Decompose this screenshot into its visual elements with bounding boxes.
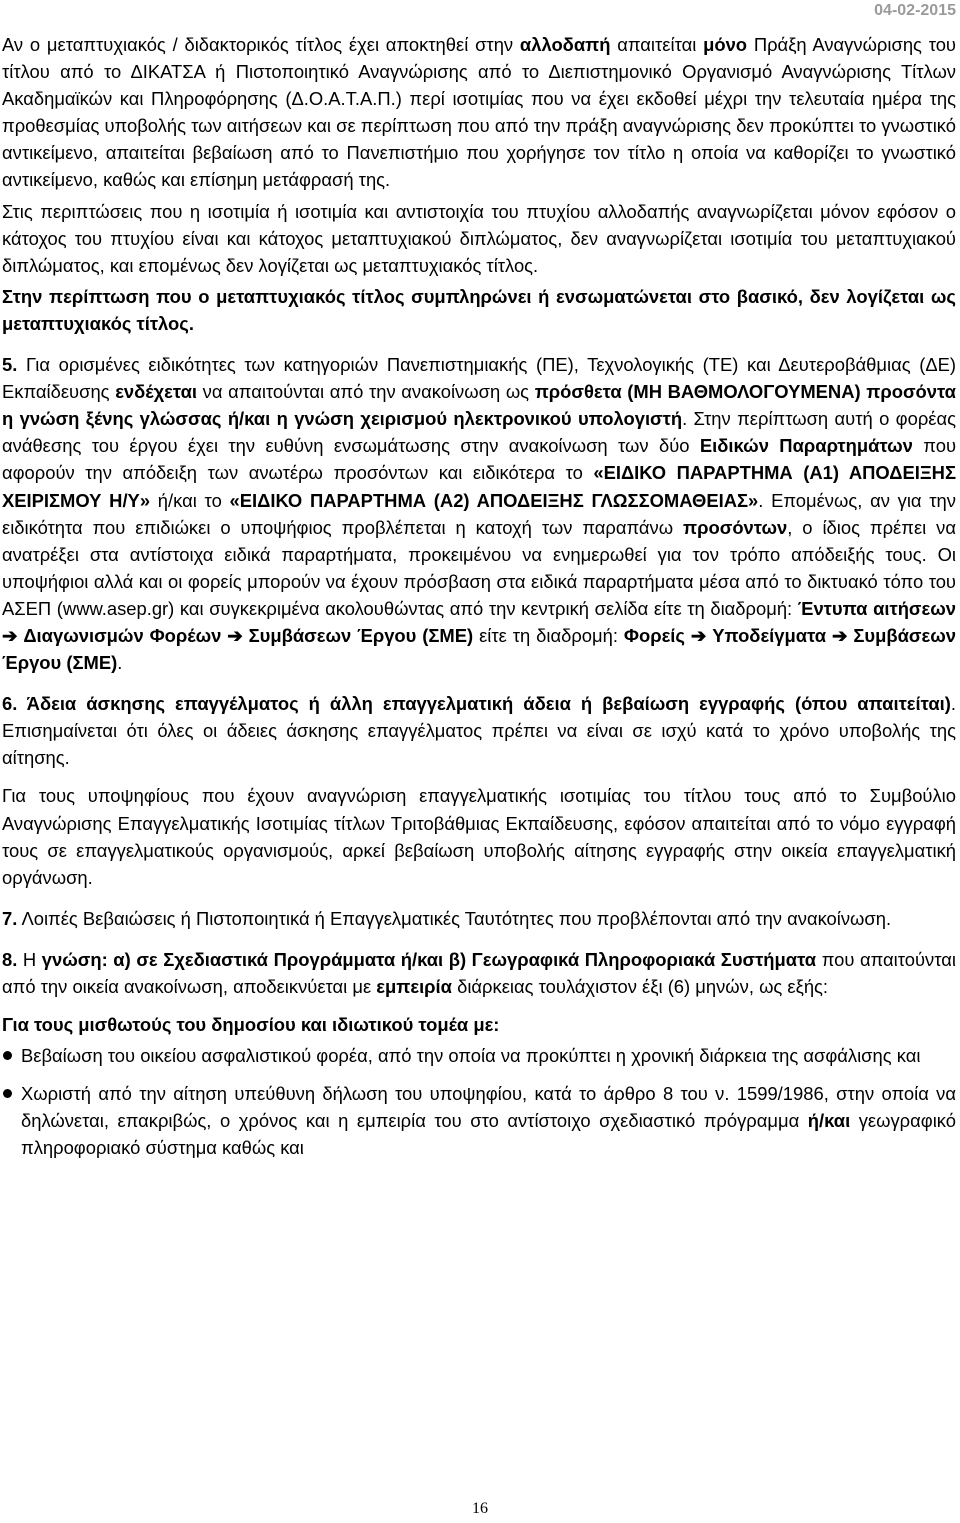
bullet-item	[2, 1080, 956, 1161]
arrow-icon: ➔	[227, 624, 243, 646]
paragraph-foreign-degree	[2, 31, 956, 194]
text-run: . Στην περίπτωση αυτή ο φορέας ανάθεσης του έργου έχει την ευθύνη ενσωμάτωσης στην ανακοίνωση των δύο	[2, 408, 956, 457]
text-run: να απαιτούνται από την ανακοίνωση ως	[197, 381, 535, 403]
text-run: . Επομένως, αν για την ειδικότητα που επιδιώκει ο υποψήφιος προβλέπεται η κατοχή των παραπάνω	[2, 489, 956, 538]
text-run: είτε τη διαδρομή:	[473, 624, 624, 646]
paragraph-section-6	[2, 690, 956, 771]
paragraph-integrated-degree	[2, 283, 956, 337]
bold-run: Στην περίπτωση που ο μεταπτυχιακός τίτλος συμπληρώνει ή ενσωματώνεται στο βασικό, δεν λογίζεται ως μεταπτυχιακός τίτλος.	[2, 285, 956, 334]
bold-run: πρόσθετα (ΜΗ ΒΑΘΜΟΛΟΓΟΥΜΕΝΑ) προσόντα η γνώση ξένης γλώσσας ή/και η γνώση χειρισμού ηλεκτρονικού υπολογιστή	[2, 381, 956, 430]
text-run: γεωγραφικό πληροφοριακό σύστημα καθώς και	[21, 1110, 956, 1159]
text-run: ή/και το	[150, 489, 230, 511]
bold-run: Φορείς	[623, 624, 685, 646]
text-run: . Επισημαίνεται ότι όλες οι άδειες άσκησης επαγγέλματος πρέπει να είναι σε ισχύ κατά το χρόνο υποβολής της αίτησης.	[2, 693, 956, 769]
bold-run: εμπειρία	[376, 976, 452, 997]
text-run: απαιτείται	[610, 34, 704, 55]
paragraph-equivalence: Στις περιπτώσεις που η ισοτιμία ή ισοτιμία και αντιστοιχία του πτυχίου αλλοδαπής αναγνωρίζεται μόνον εφόσον ο κάτοχος του πτυχίου είναι και κάτοχος μεταπτυχιακού διπλώματος, δεν αναγνωρίζεται ισοτιμία του μεταπτυχιακού διπλώματος, και επομένως δεν λογίζεται ως μεταπτυχιακός τίτλος.	[2, 200, 956, 276]
text-run: Χωριστή από την αίτηση υπεύθυνη δήλωση του υποψηφίου, κατά το άρθρο 8 του ν. 1599/1986, στην οποία να δηλώνεται, επακριβώς, ο χρόνος και η εμπειρία του στο αντίστοιχο σχεδιαστικό πρόγραμμα	[21, 1083, 956, 1132]
bold-run: Για τους μισθωτούς του δημοσίου και ιδιωτικού τομέα με:	[2, 1014, 500, 1036]
text-run: Για ορισμένες ειδικότητες των κατηγοριών Πανεπιστημιακής (ΠΕ), Τεχνολογικής (ΤΕ) και Δευτεροβάθμιας (ΔΕ) Εκπαίδευσης	[2, 354, 956, 403]
text-run: Πράξη Αναγνώρισης του τίτλου από το ΔΙΚΑΤΣΑ ή Πιστοποιητικό Αναγνώρισης από το Διεπιστημονικό Οργανισμό Αναγνώρισης Τίτλων Ακαδημαϊκών και Πληροφόρησης (Δ.Ο.Α.Τ.Α.Π.) περί ισοτιμίας που να έχει εκδοθεί μέχρι την τελευταία ημέρα της προθεσμίας υποβολής των αιτήσεων και σε περίπτωση που από την πράξη αναγνώρισης δεν προκύπτει το γνωστικό αντικείμενο, απαιτείται βεβαίωση από το Πανεπιστήμιο που χορήγησε τον τίτλο η οποία να καθορίζει το γνωστικό αντικείμενο, καθώς και επίσημη μετάφρασή της.	[2, 34, 956, 191]
bold-run: ενδέχεται	[115, 381, 198, 403]
text-run: που απαιτούνται από την οικεία ανακοίνωση, αποδεικνύεται με	[2, 948, 956, 997]
text-run: Η	[17, 948, 42, 970]
paragraph-section-8	[2, 946, 956, 1000]
bold-run: Διαγωνισμών Φορέων	[23, 624, 222, 646]
section-number: 8.	[2, 948, 18, 970]
bold-run: Ειδικών Παραρτημάτων	[699, 435, 913, 457]
bold-run: γνώση: α) σε Σχεδιαστικά Προγράμματα ή/και β) Γεωγραφικά Πληροφοριακά Συστήματα	[41, 948, 817, 970]
paragraph-section-7	[2, 905, 956, 932]
bold-run: ή/και	[807, 1110, 851, 1132]
bold-run: προσόντων	[683, 516, 788, 538]
bold-run: αλλοδαπή	[519, 34, 611, 55]
document-body	[2, 31, 956, 1162]
text-run: Αν ο μεταπτυχιακός / διδακτορικός τίτλος έχει αποκτηθεί στην	[2, 34, 520, 55]
text-run: .	[117, 652, 123, 674]
bold-run: «ΕΙΔΙΚΟ ΠΑΡΑΡΤΗΜΑ (Α1) ΑΠΟΔΕΙΞΗΣ ΧΕΙΡΙΣΜΟΥ Η/Υ»	[2, 462, 956, 511]
arrow-icon: ➔	[832, 624, 848, 646]
page-number: 16	[472, 1500, 488, 1517]
section-number: 7.	[2, 907, 18, 929]
bullet-item	[2, 1042, 956, 1069]
arrow-icon: ➔	[690, 624, 707, 646]
bold-run: Συμβάσεων Έργου (ΣΜΕ)	[2, 624, 956, 674]
bold-run: «ΕΙΔΙΚΟ ΠΑΡΑΡΤΗΜΑ (Α2) ΑΠΟΔΕΙΞΗΣ ΓΛΩΣΣΟΜΑΘΕΙΑΣ»	[229, 489, 759, 511]
paragraph-employees-heading	[2, 1011, 956, 1038]
paragraph-professional-equivalence: Για τους υποψηφίους που έχουν αναγνώριση επαγγελματικής ισοτιμίας του τίτλου τους από το Συμβούλιο Αναγνώρισης Επαγγελματικής Ισοτιμίας τίτλων Τριτοβάθμιας Εκπαίδευσης, εφόσον απαιτείται από το νόμο εγγραφή τους σε επαγγελματικούς οργανισμούς, αρκεί βεβαίωση υποβολής αίτησης εγγραφής στην οικεία επαγγελματική οργάνωση.	[2, 785, 956, 888]
bold-run: Έντυπα αιτήσεων	[797, 597, 956, 619]
text-run: που αφορούν την απόδειξη των ανωτέρω προσόντων και ειδικότερα το	[2, 435, 957, 484]
paragraph-section-5	[2, 351, 956, 676]
text-run: διάρκειας τουλάχιστον έξι (6) μηνών, ως εξής:	[451, 976, 829, 997]
bullet-icon	[3, 1089, 12, 1098]
bold-run: μόνο	[703, 34, 748, 55]
text-run: , ο ίδιος πρέπει να ανατρέξει στα αντίστοιχα ειδικά παραρτήματα, προκειμένου να ενημερωθεί για τον τρόπο απόδειξής τους. Οι υποψήφιοι αλλά και οι φορείς μπορούν να έχουν πρόσβαση στα ειδικά παραρτήματα μέσα από το δικτυακό τόπο του ΑΣΕΠ (www.asep.gr) και συγκεκριμένα ακολουθώντας από την κεντρική σελίδα είτε τη διαδρομή:	[2, 516, 956, 619]
bold-run: 6. Άδεια άσκησης επαγγέλματος ή άλλη επαγγελματική άδεια ή βεβαίωση εγγραφής (όπου απαιτείται)	[2, 693, 951, 715]
text-run: Βεβαίωση του οικείου ασφαλιστικού φορέα, από την οποία να προκύπτει η χρονική διάρκεια της ασφάλισης και	[21, 1045, 921, 1067]
text-run: Λοιπές Βεβαιώσεις ή Πιστοποιητικά ή Επαγγελματικές Ταυτότητες που προβλέπονται από την ανακοίνωση.	[17, 907, 892, 929]
bold-run: Υποδείγματα	[712, 624, 827, 646]
bullet-icon	[3, 1051, 12, 1060]
arrow-icon: ➔	[2, 624, 18, 646]
page-date: 04-02-2015	[874, 2, 956, 19]
bold-run: Συμβάσεων Έργου (ΣΜΕ)	[248, 624, 474, 646]
section-number: 5.	[2, 354, 18, 376]
